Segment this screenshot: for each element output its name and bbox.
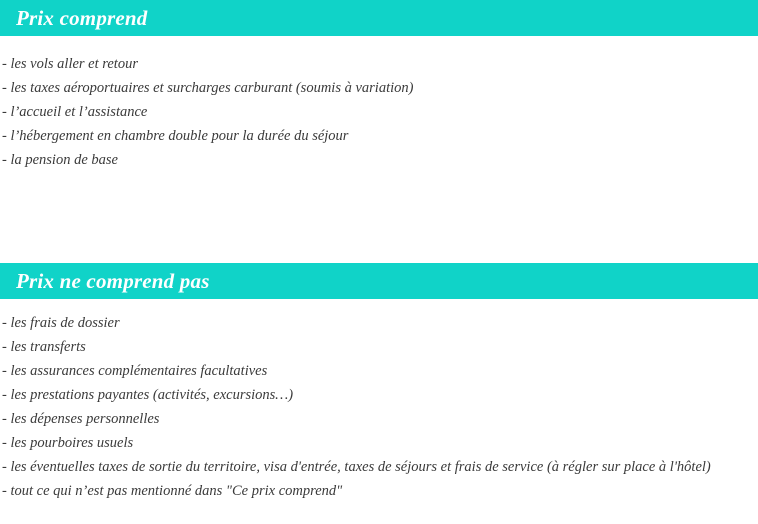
list-item: - l’accueil et l’assistance: [2, 104, 148, 120]
list-item: - les assurances complémentaires facultatives: [2, 363, 268, 379]
list-item: - les transferts: [2, 339, 86, 355]
section-title: Prix comprend: [16, 5, 148, 30]
section-price-excludes: [0, 263, 758, 503]
list-item: - les frais de dossier: [2, 315, 120, 331]
section-body-price-includes: [0, 36, 758, 172]
list-item: - les éventuelles taxes de sortie du territoire, visa d'entrée, taxes de séjours et frais de service (à régler sur place à l'hôtel): [2, 459, 711, 475]
list-item: - les dépenses personnelles: [2, 411, 160, 427]
section-body-price-excludes: [0, 299, 758, 503]
list-item: - les vols aller et retour: [2, 56, 138, 72]
section-title: Prix ne comprend pas: [16, 268, 210, 293]
list-item: - tout ce qui n’est pas mentionné dans "Ce prix comprend": [2, 483, 343, 499]
section-price-includes: [0, 0, 758, 172]
list-item: - l’hébergement en chambre double pour la durée du séjour: [2, 128, 349, 144]
section-header-price-includes: [0, 0, 758, 36]
list-item: - la pension de base: [2, 152, 118, 168]
list-item: - les pourboires usuels: [2, 435, 134, 451]
section-header-price-excludes: [0, 263, 758, 299]
list-item: - les prestations payantes (activités, excursions…): [2, 387, 294, 403]
list-item: - les taxes aéroportuaires et surcharges carburant (soumis à variation): [2, 80, 414, 96]
